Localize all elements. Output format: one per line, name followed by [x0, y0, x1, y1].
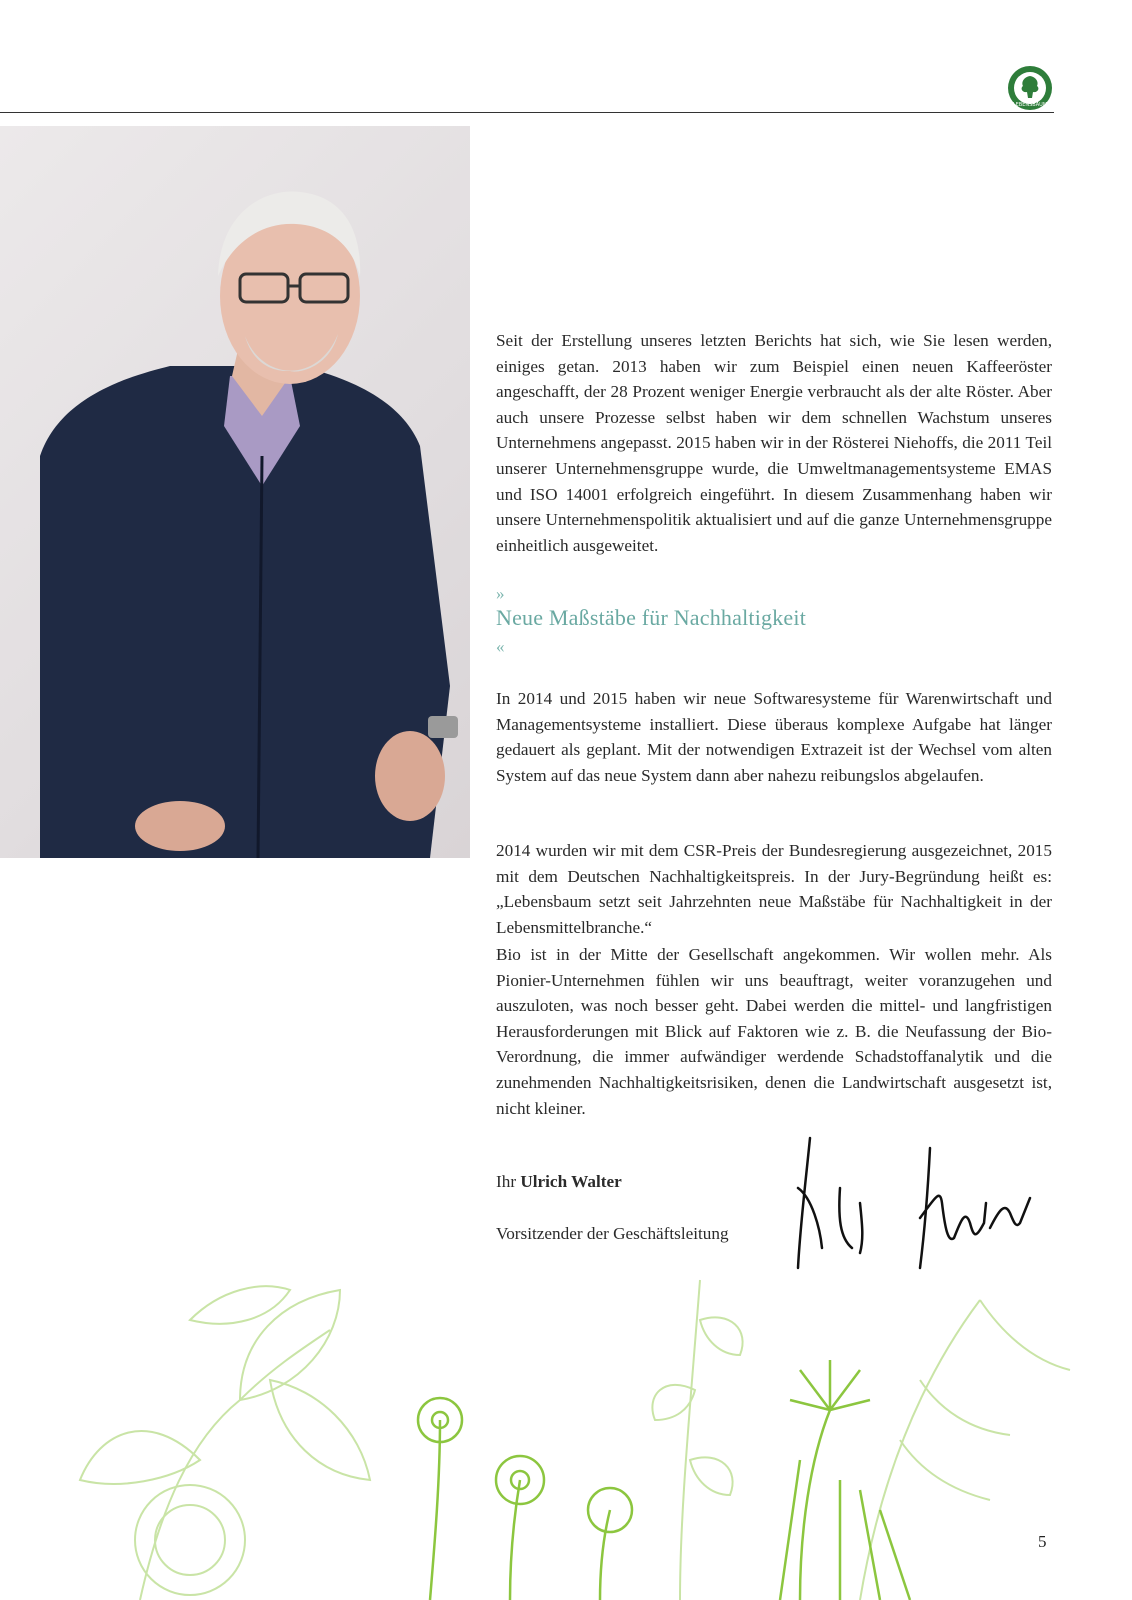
portrait-photo	[0, 126, 470, 858]
signoff-name	[496, 1172, 622, 1192]
body-paragraph-1: Seit der Erstellung unseres letzten Berichts hat sich, wie Sie lesen werden, einiges getan. 2013 haben wir zum Beispiel einen neuen Kaffeeröster angeschafft, der 28 Prozent weniger Energie verbraucht als der alte Röster. Aber auch unsere Prozesse selbst haben wir dem schnellen Wachstum unseres Unternehmens angepasst. 2015 haben wir in der Rösterei Niehoffs, die 2011 Teil unserer Unternehmensgruppe wurde, die Umweltmanagementsysteme EMAS und ISO 14001 erfolgreich eingeführt. In diesem Zusammenhang haben wir unsere Unternehmenspolitik aktualisiert und auf die ganze Unternehmensgruppe einheitlich ausgeweitet.	[496, 331, 1052, 555]
logo-text: LEBENSBAUM	[1012, 102, 1048, 108]
signoff-person-name: Ulrich Walter	[520, 1172, 622, 1191]
quote-open-mark: »	[496, 584, 505, 603]
header-rule	[0, 112, 1054, 113]
handwritten-signature	[790, 1128, 1060, 1278]
page-number: 5	[1038, 1532, 1047, 1551]
section-heading: Neue Maßstäbe für Nachhaltigkeit	[496, 605, 807, 630]
signoff-role: Vorsitzender der Geschäftsleitung	[496, 1224, 729, 1243]
body-paragraph-3: 2014 wurden wir mit dem CSR-Preis der Bundesregierung ausgezeichnet, 2015 mit dem Deutschen Nachhaltigkeitspreis. In der Jury-Begründung heißt es: „Lebensbaum setzt seit Jahrzehnten neue Maßstäbe für Nachhaltigkeit in der Lebensmittelbranche.“	[496, 841, 1052, 937]
body-paragraph-4: Bio ist in der Mitte der Gesellschaft angekommen. Wir wollen mehr. Als Pionier-Unternehmen fühlen wir uns beauftragt, weiter voranzugehen und auszuloten, was noch besser geht. Dabei werden die mittel- und langfristigen Herausforderungen mit Blick auf Faktoren wie z. B. die Neufassung der Bio-Verordnung, die immer aufwändiger werdende Schadstoffanalytik und die zunehmenden Nachhaltigkeitsrisiken, denen die Landwirtschaft ausgesetzt ist, nicht kleiner.	[496, 945, 1052, 1118]
body-paragraph-2: In 2014 und 2015 haben wir neue Softwaresysteme für Warenwirtschaft und Managementsysteme installiert. Diese überaus komplexe Aufgabe hat länger gedauert als geplant. Mit der notwendigen Extrazeit ist der Wechsel vom alten System auf das neue System dann aber nahezu reibungslos abgelaufen.	[496, 689, 1052, 785]
quote-close-mark: «	[496, 637, 505, 656]
botanical-illustration	[40, 1260, 1132, 1600]
tree-logo-icon	[1006, 64, 1054, 112]
signoff-prefix: Ihr	[496, 1172, 517, 1191]
